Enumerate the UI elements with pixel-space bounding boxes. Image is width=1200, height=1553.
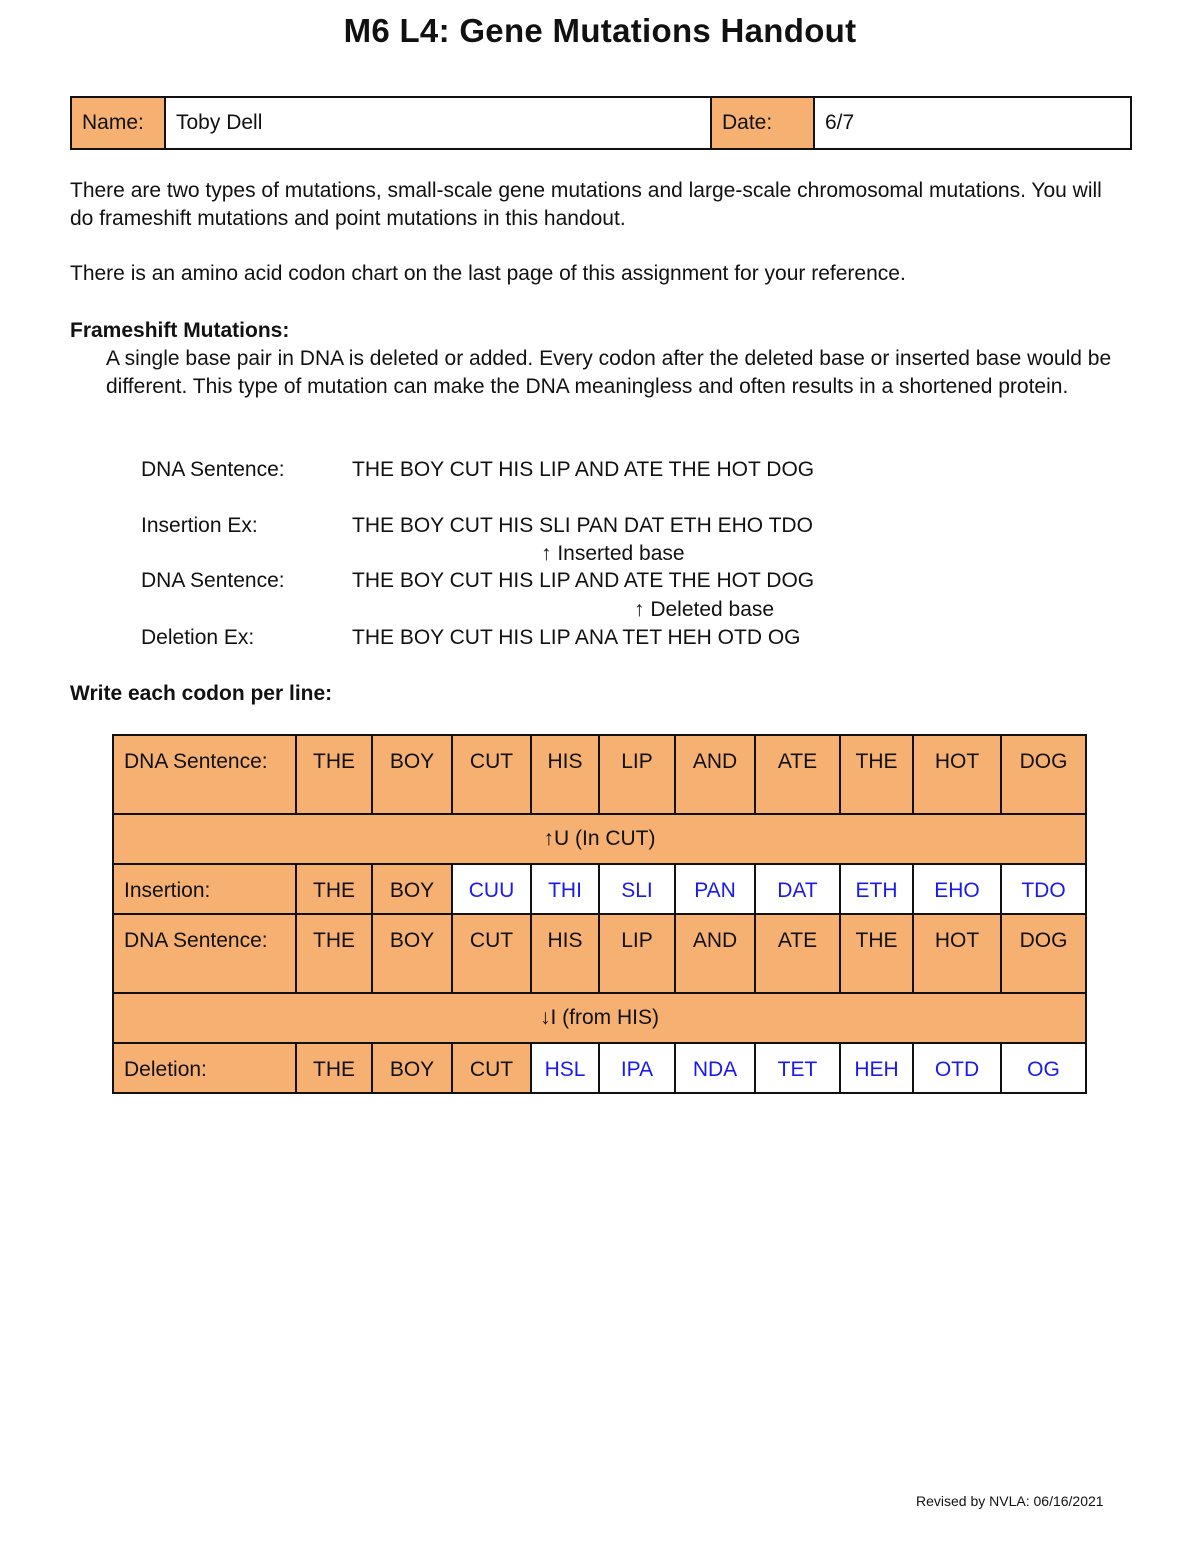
answer-cell[interactable]: PAN [675, 864, 755, 914]
codon-cell: CUT [452, 1043, 531, 1093]
name-date-table [70, 96, 1132, 150]
example-value: THE BOY CUT HIS LIP AND ATE THE HOT DOG [352, 569, 815, 592]
example-value: THE BOY CUT HIS LIP AND ATE THE HOT DOG [352, 458, 815, 481]
dna-sentence-row [113, 735, 1086, 814]
codon-cell: ATE [755, 735, 840, 814]
answer-cell[interactable]: SLI [599, 864, 675, 914]
example-label: Insertion Ex: [141, 514, 258, 537]
codon-cell: LIP [599, 735, 675, 814]
intro-paragraph-2: There is an amino acid codon chart on the last page of this assignment for your reference. [70, 262, 906, 285]
codon-cell: THE [840, 735, 913, 814]
codon-cell: HIS [531, 914, 599, 993]
answer-cell[interactable]: IPA [599, 1043, 675, 1093]
codon-cell: AND [675, 914, 755, 993]
date-field[interactable]: 6/7 [814, 97, 1131, 149]
answer-cell[interactable]: THI [531, 864, 599, 914]
row-label: DNA Sentence: [113, 735, 296, 814]
example-label: DNA Sentence: [141, 569, 285, 592]
codon-cell: BOY [372, 914, 452, 993]
row-label: Insertion: [113, 864, 296, 914]
dna-sentence-row [113, 914, 1086, 993]
codon-cell: DOG [1001, 735, 1086, 814]
row-label: DNA Sentence: [113, 914, 296, 993]
answer-cell[interactable]: EHO [913, 864, 1001, 914]
inserted-base-annotation: ↑ Inserted base [541, 542, 685, 565]
insertion-note-row [113, 814, 1086, 864]
codon-cell: THE [296, 914, 372, 993]
codon-cell: HIS [531, 735, 599, 814]
insertion-row [113, 864, 1086, 914]
deletion-note-row [113, 993, 1086, 1043]
example-value: THE BOY CUT HIS SLI PAN DAT ETH EHO TDO [352, 514, 813, 537]
answer-cell[interactable]: DAT [755, 864, 840, 914]
codon-cell: THE [840, 914, 913, 993]
date-label: Date: [711, 97, 814, 149]
revision-footer: Revised by NVLA: 06/16/2021 [916, 1493, 1104, 1509]
codon-cell: BOY [372, 1043, 452, 1093]
codon-cell: CUT [452, 735, 531, 814]
codon-cell: DOG [1001, 914, 1086, 993]
insertion-note: ↑U (In CUT) [113, 814, 1086, 864]
codon-cell: ATE [755, 914, 840, 993]
example-label: DNA Sentence: [141, 458, 285, 481]
deletion-note: ↓I (from HIS) [113, 993, 1086, 1043]
codon-cell: CUT [452, 914, 531, 993]
answer-cell[interactable]: TET [755, 1043, 840, 1093]
codon-cell: AND [675, 735, 755, 814]
example-label: Deletion Ex: [141, 626, 255, 649]
answer-cell[interactable]: OG [1001, 1043, 1086, 1093]
example-value: THE BOY CUT HIS LIP ANA TET HEH OTD OG [352, 626, 801, 649]
codon-table [112, 734, 1087, 1094]
deletion-row [113, 1043, 1086, 1093]
name-label: Name: [71, 97, 165, 149]
row-label: Deletion: [113, 1043, 296, 1093]
codon-cell: THE [296, 1043, 372, 1093]
codon-cell: HOT [913, 735, 1001, 814]
codon-cell: BOY [372, 864, 452, 914]
intro-paragraph-1: There are two types of mutations, small-scale gene mutations and large-scale chromosomal mutations. You will do frameshift mutations and point mutations in this handout. [70, 179, 1102, 230]
frameshift-heading: Frameshift Mutations: [70, 319, 290, 342]
page-title: M6 L4: Gene Mutations Handout [343, 12, 857, 49]
answer-cell[interactable]: CUU [452, 864, 531, 914]
name-field[interactable]: Toby Dell [165, 97, 711, 149]
codon-cell: LIP [599, 914, 675, 993]
answer-cell[interactable]: NDA [675, 1043, 755, 1093]
codon-cell: BOY [372, 735, 452, 814]
codon-cell: THE [296, 735, 372, 814]
answer-cell[interactable]: OTD [913, 1043, 1001, 1093]
deleted-base-annotation: ↑ Deleted base [634, 598, 775, 621]
answer-cell[interactable]: HEH [840, 1043, 913, 1093]
answer-cell[interactable]: TDO [1001, 864, 1086, 914]
frameshift-description: A single base pair in DNA is deleted or added. Every codon after the deleted base or inserted base would be different. This type of mutation can make the DNA meaningless and often results in a shortened protein. [106, 347, 1112, 398]
codon-cell: THE [296, 864, 372, 914]
codon-cell: HOT [913, 914, 1001, 993]
codon-heading: Write each codon per line: [70, 682, 333, 705]
answer-cell[interactable]: ETH [840, 864, 913, 914]
answer-cell[interactable]: HSL [531, 1043, 599, 1093]
